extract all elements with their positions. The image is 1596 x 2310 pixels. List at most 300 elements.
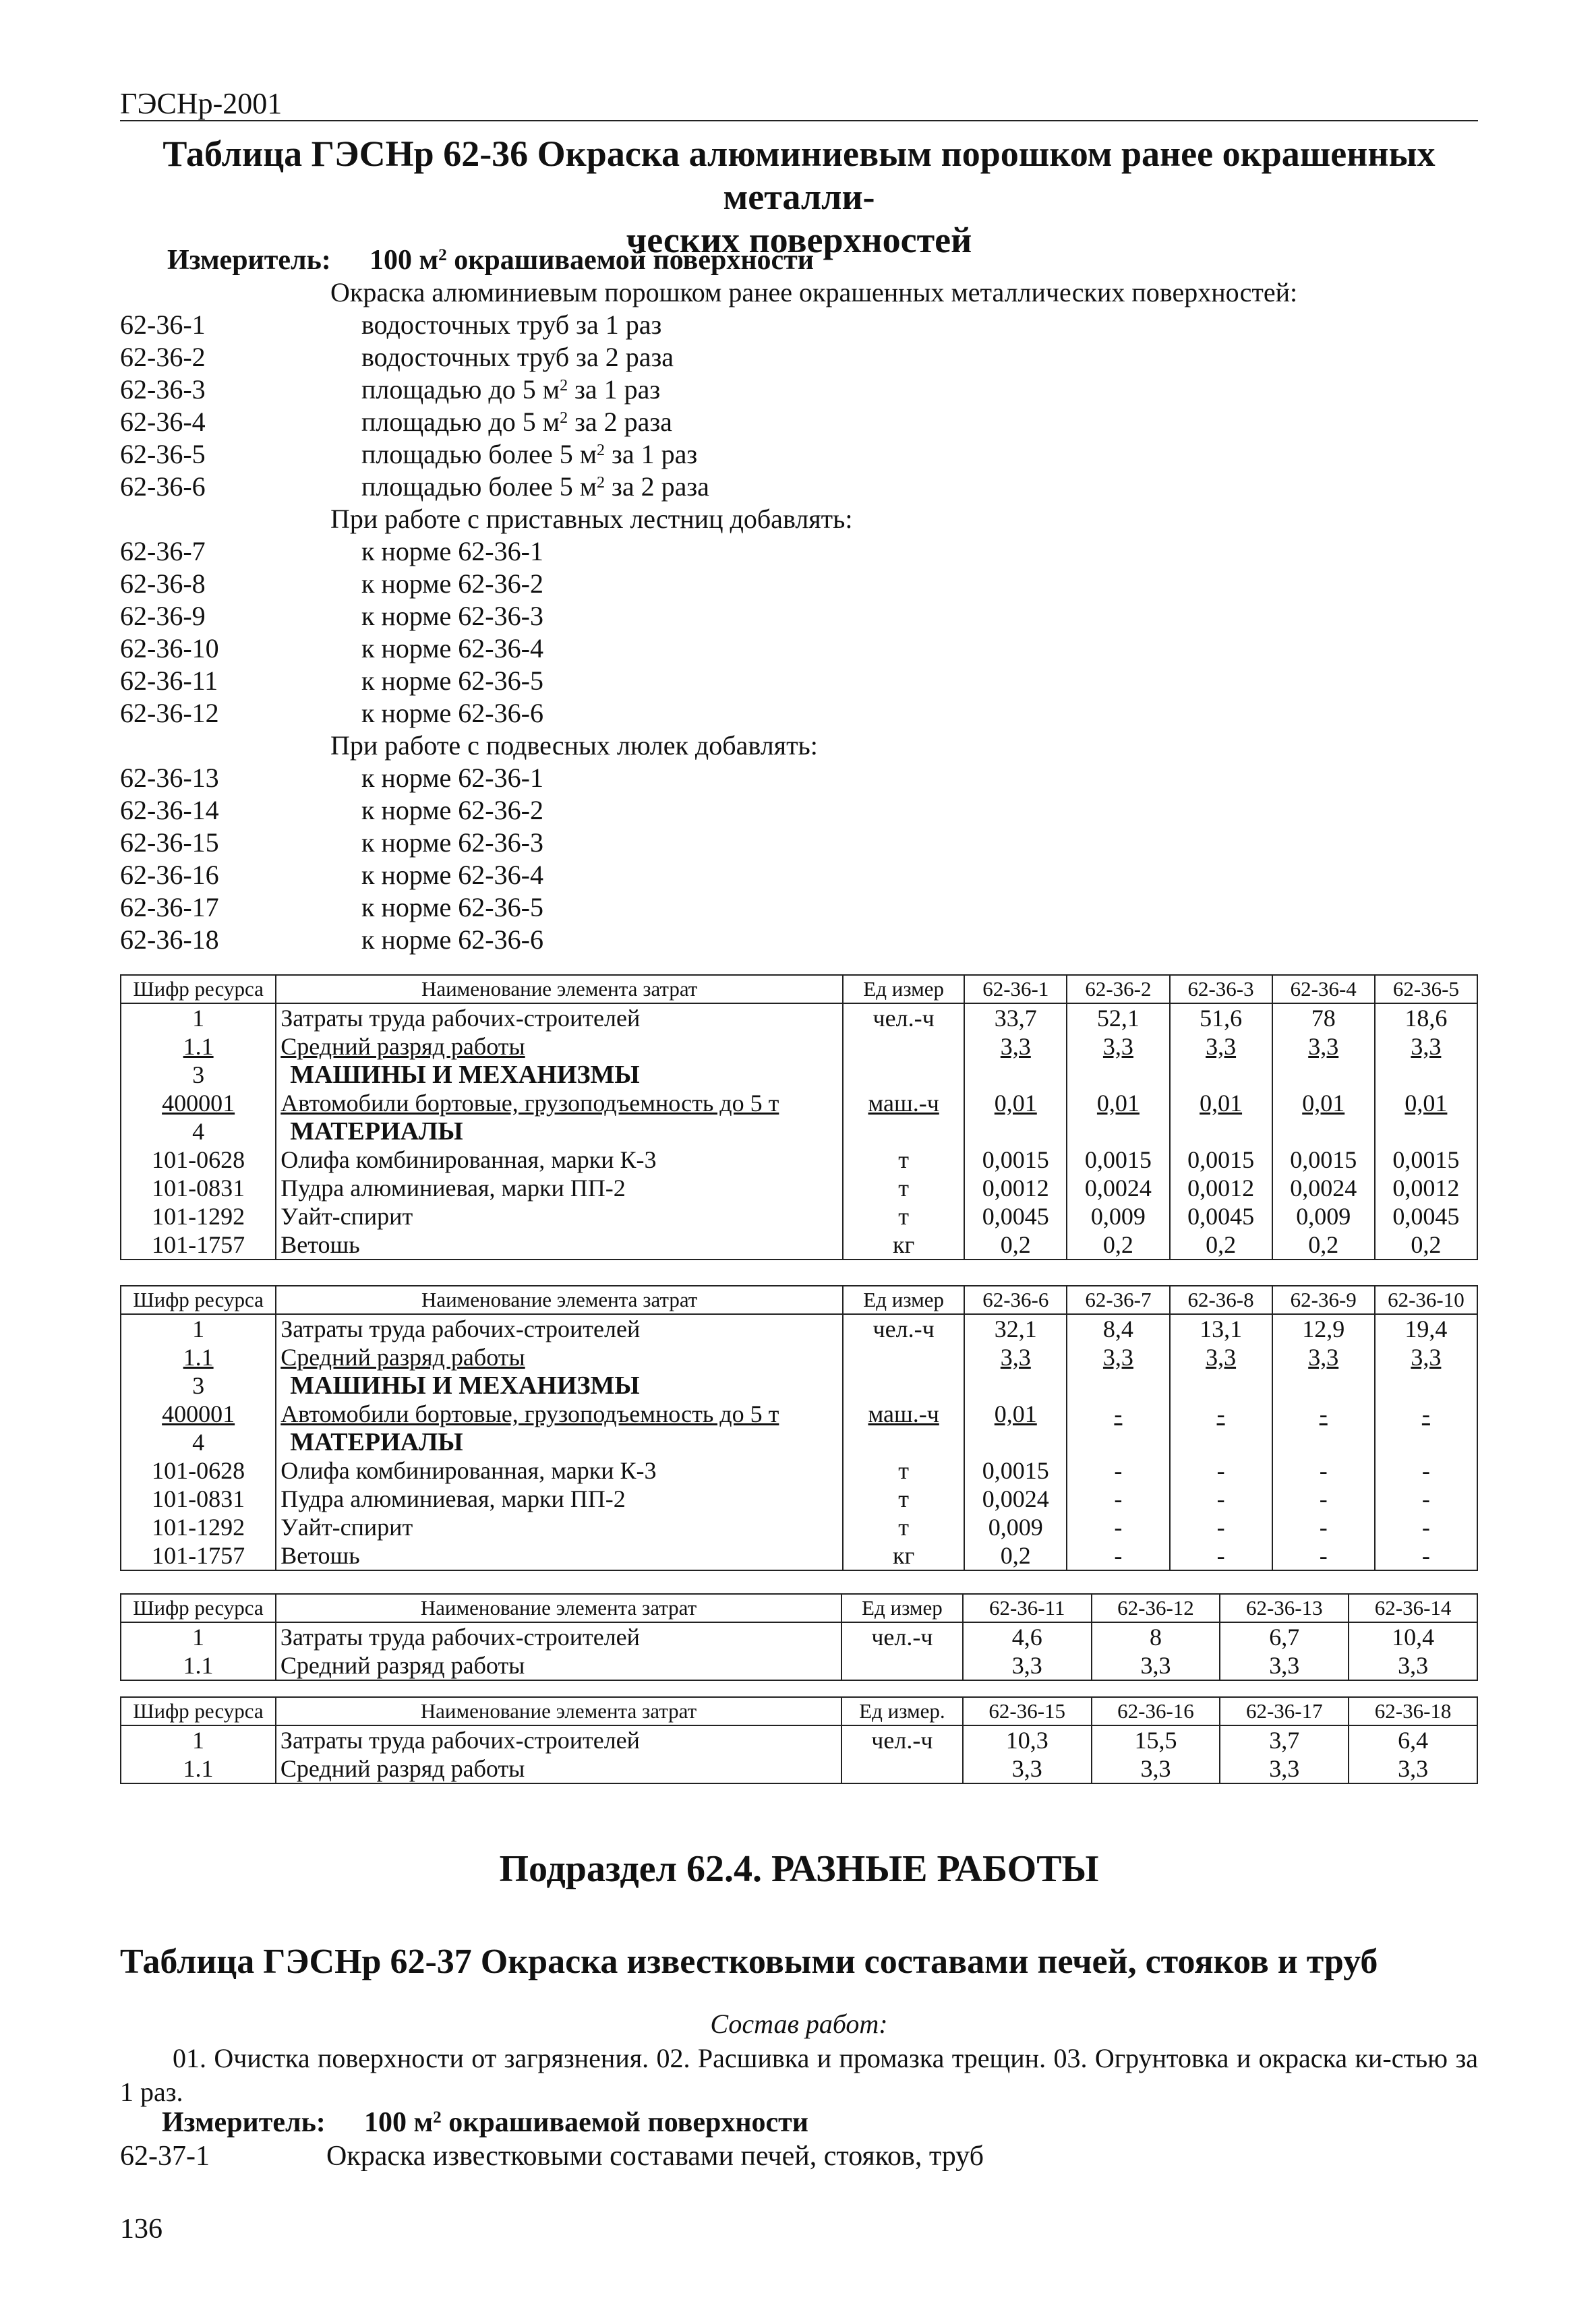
column-header: Ед измер. bbox=[841, 1697, 963, 1725]
resource-table-4 bbox=[120, 1696, 1478, 1784]
value-cell: 0,2 bbox=[1375, 1231, 1477, 1260]
resource-name-cell: Пудра алюминиевая, марки ПП-2 bbox=[276, 1174, 843, 1202]
value-cell bbox=[1272, 1117, 1375, 1146]
value-cell: 18,6 bbox=[1375, 1003, 1477, 1032]
resource-name-cell: Олифа комбинированная, марки К-3 bbox=[276, 1146, 843, 1174]
value-cell: 0,0024 bbox=[1272, 1174, 1375, 1202]
value-cell: 8 bbox=[1092, 1622, 1220, 1651]
unit-cell bbox=[841, 1754, 963, 1783]
norm-code: 62-36-17 bbox=[120, 892, 219, 922]
value-cell: 3,3 bbox=[1375, 1343, 1477, 1371]
column-header: 62-36-4 bbox=[1272, 975, 1375, 1003]
norm-row bbox=[120, 665, 1478, 697]
norm-row bbox=[120, 697, 1478, 730]
norm-row bbox=[120, 632, 1478, 665]
resource-code-cell: 101-1757 bbox=[121, 1541, 276, 1570]
norm-list bbox=[120, 276, 1478, 956]
table-row bbox=[121, 1428, 1477, 1456]
resource-name-cell: Средний разряд работы bbox=[276, 1754, 841, 1783]
unit-cell: кг bbox=[843, 1231, 964, 1260]
resource-name-cell: Олифа комбинированная, марки К-3 bbox=[276, 1456, 843, 1485]
norm-row bbox=[120, 600, 1478, 632]
table-row bbox=[121, 1371, 1477, 1400]
table-row bbox=[121, 1485, 1477, 1513]
value-cell: 3,3 bbox=[1092, 1651, 1220, 1680]
table-row bbox=[121, 1089, 1477, 1117]
norm-text: к норме 62-36-3 bbox=[361, 601, 543, 631]
value-cell: - bbox=[1272, 1400, 1375, 1428]
resource-name-cell: Ветошь bbox=[276, 1231, 843, 1260]
norm-row bbox=[120, 827, 1478, 859]
value-cell bbox=[1067, 1428, 1169, 1456]
table-title-line1: Таблица ГЭСНр 62-36 Окраска алюминиевым порошком ранее окрашенных металли- bbox=[162, 134, 1436, 217]
norm-group-header bbox=[120, 503, 1478, 535]
table-row bbox=[121, 1541, 1477, 1570]
table-row bbox=[121, 1456, 1477, 1485]
value-cell: 3,3 bbox=[1272, 1343, 1375, 1371]
norm-code: 62-36-12 bbox=[120, 698, 219, 728]
resource-name-cell: Автомобили бортовые, грузоподъемность до 5 т bbox=[276, 1089, 843, 1117]
value-cell: - bbox=[1170, 1513, 1272, 1541]
value-cell bbox=[964, 1428, 1067, 1456]
value-cell: 0,2 bbox=[1067, 1231, 1169, 1260]
value-cell: - bbox=[1272, 1513, 1375, 1541]
value-cell: 3,3 bbox=[1220, 1754, 1349, 1783]
table-row bbox=[121, 1754, 1477, 1783]
unit-cell bbox=[841, 1651, 963, 1680]
meter2-value: 100 $м^2$ окрашиваемой поверхности bbox=[364, 2107, 809, 2138]
meter2-line bbox=[162, 2106, 808, 2139]
value-cell: 3,7 bbox=[1220, 1725, 1349, 1754]
norm-code: 62-36-4 bbox=[120, 407, 206, 437]
resource-name-cell: Средний разряд работы bbox=[276, 1651, 841, 1680]
resource-code-cell: 101-0831 bbox=[121, 1485, 276, 1513]
value-cell: 0,2 bbox=[1170, 1231, 1272, 1260]
norm-row bbox=[120, 859, 1478, 891]
value-cell: 0,0015 bbox=[964, 1146, 1067, 1174]
unit-cell: чел.-ч bbox=[841, 1622, 963, 1651]
value-cell: 0,01 bbox=[1272, 1089, 1375, 1117]
norm-text: к норме 62-36-5 bbox=[361, 665, 543, 696]
norm-text: водосточных труб за 1 раз bbox=[361, 309, 662, 340]
resource-code-cell: 101-0628 bbox=[121, 1456, 276, 1485]
norm-code: 62-36-13 bbox=[120, 763, 219, 793]
column-header: 62-36-1 bbox=[964, 975, 1067, 1003]
value-cell: 0,009 bbox=[1067, 1202, 1169, 1231]
norm-code: 62-37-1 bbox=[120, 2141, 210, 2172]
table-row bbox=[121, 1400, 1477, 1428]
unit-cell bbox=[843, 1117, 964, 1146]
value-cell: 0,009 bbox=[964, 1513, 1067, 1541]
value-cell: - bbox=[1375, 1400, 1477, 1428]
norm-text: к норме 62-36-1 bbox=[361, 763, 543, 793]
value-cell bbox=[1170, 1061, 1272, 1089]
value-cell: 3,3 bbox=[1220, 1651, 1349, 1680]
column-header: 62-36-11 bbox=[963, 1594, 1092, 1622]
norm-row bbox=[120, 568, 1478, 600]
value-cell: 3,3 bbox=[1067, 1032, 1169, 1061]
value-cell: 0,0015 bbox=[1272, 1146, 1375, 1174]
value-cell: 0,0015 bbox=[1375, 1146, 1477, 1174]
norm-text: площадью более 5 $м^2$ за 1 раз bbox=[361, 439, 698, 469]
value-cell bbox=[1170, 1428, 1272, 1456]
norm-row bbox=[120, 471, 1478, 503]
value-cell: 0,2 bbox=[964, 1231, 1067, 1260]
value-cell: 3,3 bbox=[1375, 1032, 1477, 1061]
resource-code-cell: 3 bbox=[121, 1061, 276, 1089]
value-cell bbox=[1375, 1428, 1477, 1456]
resource-code-cell: 1.1 bbox=[121, 1754, 276, 1783]
value-cell: 0,2 bbox=[964, 1541, 1067, 1570]
column-header: Шифр ресурса bbox=[121, 1594, 276, 1622]
norm-text: При работе с приставных лестниц добавлять: bbox=[330, 504, 853, 534]
value-cell: 0,0012 bbox=[964, 1174, 1067, 1202]
value-cell bbox=[964, 1371, 1067, 1400]
norm-code: 62-36-14 bbox=[120, 795, 219, 825]
table-header-row bbox=[121, 1594, 1477, 1622]
unit-cell: кг bbox=[843, 1541, 964, 1570]
table-row bbox=[121, 1231, 1477, 1260]
unit-cell: т bbox=[843, 1456, 964, 1485]
value-cell: 8,4 bbox=[1067, 1314, 1169, 1343]
value-cell: 3,3 bbox=[1170, 1032, 1272, 1061]
norm-code: 62-36-3 bbox=[120, 374, 206, 405]
table-row bbox=[121, 1513, 1477, 1541]
value-cell: 0,01 bbox=[1067, 1089, 1169, 1117]
norm-text: к норме 62-36-4 bbox=[361, 633, 543, 663]
unit-cell: чел.-ч bbox=[841, 1725, 963, 1754]
column-header: 62-36-18 bbox=[1349, 1697, 1477, 1725]
table-header-row bbox=[121, 975, 1477, 1003]
table-row bbox=[121, 1117, 1477, 1146]
column-header: Шифр ресурса bbox=[121, 975, 276, 1003]
norm-code: 62-36-18 bbox=[120, 924, 219, 955]
value-cell bbox=[1272, 1428, 1375, 1456]
resource-table-2 bbox=[120, 1285, 1478, 1571]
value-cell: - bbox=[1272, 1456, 1375, 1485]
resource-code-cell: 4 bbox=[121, 1428, 276, 1456]
column-header: Ед измер bbox=[843, 975, 964, 1003]
value-cell: 10,3 bbox=[963, 1725, 1092, 1754]
value-cell bbox=[1272, 1371, 1375, 1400]
value-cell: 3,3 bbox=[964, 1343, 1067, 1371]
table-row bbox=[121, 1651, 1477, 1680]
value-cell: 0,01 bbox=[1170, 1089, 1272, 1117]
unit-cell: маш.-ч bbox=[843, 1089, 964, 1117]
value-cell: 33,7 bbox=[964, 1003, 1067, 1032]
norm-row bbox=[120, 535, 1478, 568]
meter-value: 100 $м^2$ окрашиваемой поверхности bbox=[370, 245, 815, 276]
value-cell: 0,0045 bbox=[1170, 1202, 1272, 1231]
norm-row bbox=[120, 341, 1478, 374]
norm-code: 62-36-1 bbox=[120, 309, 206, 340]
value-cell: - bbox=[1375, 1456, 1477, 1485]
resource-name-cell: Затраты труда рабочих-строителей bbox=[276, 1314, 843, 1343]
norm-text: к норме 62-36-4 bbox=[361, 860, 543, 890]
norm-text: Окраска алюминиевым порошком ранее окрашенных металлических поверхностей: bbox=[330, 277, 1298, 307]
norm-code: 62-36-7 bbox=[120, 536, 206, 566]
value-cell bbox=[1375, 1371, 1477, 1400]
value-cell bbox=[1375, 1117, 1477, 1146]
column-header: 62-36-17 bbox=[1220, 1697, 1349, 1725]
table-title bbox=[120, 132, 1478, 262]
value-cell bbox=[964, 1117, 1067, 1146]
norm-text: площадью более 5 $м^2$ за 2 раза bbox=[361, 471, 709, 502]
table-row bbox=[121, 1343, 1477, 1371]
meter2-label: Измеритель: bbox=[162, 2107, 326, 2138]
resource-code-cell: 101-0831 bbox=[121, 1174, 276, 1202]
value-cell: 3,3 bbox=[963, 1651, 1092, 1680]
resource-code-cell: 1.1 bbox=[121, 1032, 276, 1061]
table-row bbox=[121, 1174, 1477, 1202]
value-cell: 51,6 bbox=[1170, 1003, 1272, 1032]
column-header: 62-36-7 bbox=[1067, 1286, 1169, 1314]
resource-name-cell: МАТЕРИАЛЫ bbox=[276, 1117, 843, 1146]
resource-name-cell: МАШИНЫ И МЕХАНИЗМЫ bbox=[276, 1061, 843, 1089]
value-cell: 3,3 bbox=[1170, 1343, 1272, 1371]
norm-code: 62-36-6 bbox=[120, 471, 206, 502]
table2-title: Таблица ГЭСНр 62-37 Окраска известковыми составами печей, стояков и труб bbox=[120, 1943, 1378, 1981]
column-header: Ед измер bbox=[841, 1594, 963, 1622]
unit-cell bbox=[843, 1371, 964, 1400]
work-composition-label: Состав работ: bbox=[710, 2009, 888, 2039]
value-cell: - bbox=[1067, 1400, 1169, 1428]
resource-code-cell: 1 bbox=[121, 1003, 276, 1032]
table-row bbox=[121, 1202, 1477, 1231]
value-cell: - bbox=[1067, 1513, 1169, 1541]
resource-code-cell: 400001 bbox=[121, 1400, 276, 1428]
norm-text: площадью до 5 $м^2$ за 1 раз bbox=[361, 374, 661, 405]
subsection-title: Подраздел 62.4. РАЗНЫЕ РАБОТЫ bbox=[499, 1848, 1099, 1890]
resource-code-cell: 101-1292 bbox=[121, 1513, 276, 1541]
column-header: Наименование элемента затрат bbox=[276, 1286, 843, 1314]
unit-cell: т bbox=[843, 1146, 964, 1174]
value-cell: 78 bbox=[1272, 1003, 1375, 1032]
unit-cell bbox=[843, 1061, 964, 1089]
value-cell: 0,0024 bbox=[964, 1485, 1067, 1513]
column-header: 62-36-6 bbox=[964, 1286, 1067, 1314]
norm-code: 62-36-16 bbox=[120, 860, 219, 890]
unit-cell bbox=[843, 1032, 964, 1061]
table-row bbox=[121, 1032, 1477, 1061]
resource-code-cell: 4 bbox=[121, 1117, 276, 1146]
norm-text: к норме 62-36-6 bbox=[361, 698, 543, 728]
value-cell: 0,2 bbox=[1272, 1231, 1375, 1260]
column-header: 62-36-8 bbox=[1170, 1286, 1272, 1314]
resource-code-cell: 400001 bbox=[121, 1089, 276, 1117]
page-number: 136 bbox=[120, 2214, 162, 2245]
column-header: Шифр ресурса bbox=[121, 1697, 276, 1725]
norm-text: Окраска известковыми составами печей, стояков, труб bbox=[326, 2141, 984, 2172]
value-cell bbox=[1067, 1371, 1169, 1400]
norm-text: к норме 62-36-5 bbox=[361, 892, 543, 922]
norm-row bbox=[120, 762, 1478, 794]
value-cell: 0,01 bbox=[964, 1089, 1067, 1117]
value-cell: - bbox=[1272, 1541, 1375, 1570]
norm-code: 62-36-8 bbox=[120, 568, 206, 599]
unit-cell: чел.-ч bbox=[843, 1314, 964, 1343]
norm-text: к норме 62-36-6 bbox=[361, 924, 543, 955]
value-cell: 3,3 bbox=[1092, 1754, 1220, 1783]
column-header: 62-36-14 bbox=[1349, 1594, 1477, 1622]
column-header: 62-36-5 bbox=[1375, 975, 1477, 1003]
value-cell: 0,009 bbox=[1272, 1202, 1375, 1231]
column-header: Шифр ресурса bbox=[121, 1286, 276, 1314]
resource-code-cell: 1 bbox=[121, 1622, 276, 1651]
resource-name-cell: Автомобили бортовые, грузоподъемность до 5 т bbox=[276, 1400, 843, 1428]
value-cell: 0,01 bbox=[964, 1400, 1067, 1428]
unit-cell: т bbox=[843, 1485, 964, 1513]
column-header: Наименование элемента затрат bbox=[276, 975, 843, 1003]
norm-code: 62-36-10 bbox=[120, 633, 219, 663]
value-cell: 3,3 bbox=[1349, 1651, 1477, 1680]
resource-name-cell: Средний разряд работы bbox=[276, 1032, 843, 1061]
table-row bbox=[121, 1003, 1477, 1032]
value-cell: 0,0012 bbox=[1375, 1174, 1477, 1202]
value-cell: 0,0015 bbox=[1170, 1146, 1272, 1174]
table-title-line2: ческих поверхностей bbox=[626, 220, 972, 260]
column-header: 62-36-16 bbox=[1092, 1697, 1220, 1725]
norm-code: 62-36-2 bbox=[120, 342, 206, 372]
column-header: 62-36-10 bbox=[1375, 1286, 1477, 1314]
resource-code-cell: 1.1 bbox=[121, 1343, 276, 1371]
value-cell bbox=[964, 1061, 1067, 1089]
meter-line bbox=[167, 244, 814, 276]
value-cell: 32,1 bbox=[964, 1314, 1067, 1343]
table-header-row bbox=[121, 1697, 1477, 1725]
column-header: 62-36-15 bbox=[963, 1697, 1092, 1725]
value-cell bbox=[1170, 1371, 1272, 1400]
norm-group-header bbox=[120, 276, 1478, 309]
column-header: 62-36-9 bbox=[1272, 1286, 1375, 1314]
table-row bbox=[121, 1061, 1477, 1089]
meter-label: Измеритель: bbox=[167, 245, 331, 276]
norm-text: к норме 62-36-3 bbox=[361, 827, 543, 858]
norm-text: к норме 62-36-1 bbox=[361, 536, 543, 566]
value-cell: - bbox=[1375, 1485, 1477, 1513]
resource-name-cell: Уайт-спирит bbox=[276, 1202, 843, 1231]
resource-name-cell: Затраты труда рабочих-строителей bbox=[276, 1622, 841, 1651]
value-cell: - bbox=[1272, 1485, 1375, 1513]
value-cell: 0,01 bbox=[1375, 1089, 1477, 1117]
resource-name-cell: Затраты труда рабочих-строителей bbox=[276, 1003, 843, 1032]
value-cell: 3,3 bbox=[1067, 1343, 1169, 1371]
resource-code-cell: 3 bbox=[121, 1371, 276, 1400]
resource-code-cell: 1.1 bbox=[121, 1651, 276, 1680]
resource-name-cell: Ветошь bbox=[276, 1541, 843, 1570]
value-cell: 15,5 bbox=[1092, 1725, 1220, 1754]
norm-code: 62-36-5 bbox=[120, 439, 206, 469]
unit-cell: чел.-ч bbox=[843, 1003, 964, 1032]
value-cell bbox=[1170, 1117, 1272, 1146]
unit-cell: т bbox=[843, 1513, 964, 1541]
norm-row bbox=[120, 374, 1478, 406]
table-row bbox=[121, 1622, 1477, 1651]
unit-cell bbox=[843, 1428, 964, 1456]
value-cell: 6,4 bbox=[1349, 1725, 1477, 1754]
value-cell: 0,0045 bbox=[1375, 1202, 1477, 1231]
value-cell: 6,7 bbox=[1220, 1622, 1349, 1651]
norm-group-header bbox=[120, 730, 1478, 762]
resource-code-cell: 1 bbox=[121, 1314, 276, 1343]
norm-row bbox=[120, 924, 1478, 956]
norm-text: площадью до 5 $м^2$ за 2 раза bbox=[361, 407, 672, 437]
value-cell: - bbox=[1067, 1541, 1169, 1570]
value-cell: 52,1 bbox=[1067, 1003, 1169, 1032]
table-row bbox=[121, 1314, 1477, 1343]
column-header: 62-36-2 bbox=[1067, 975, 1169, 1003]
resource-name-cell: МАТЕРИАЛЫ bbox=[276, 1428, 843, 1456]
table-row bbox=[121, 1725, 1477, 1754]
value-cell: 3,3 bbox=[964, 1032, 1067, 1061]
column-header: Наименование элемента затрат bbox=[276, 1594, 841, 1622]
resource-code-cell: 101-1292 bbox=[121, 1202, 276, 1231]
norm-code: 62-36-15 bbox=[120, 827, 219, 858]
value-cell: 10,4 bbox=[1349, 1622, 1477, 1651]
value-cell: - bbox=[1170, 1541, 1272, 1570]
column-header: Наименование элемента затрат bbox=[276, 1697, 841, 1725]
column-header: Ед измер bbox=[843, 1286, 964, 1314]
resource-name-cell: Затраты труда рабочих-строителей bbox=[276, 1725, 841, 1754]
value-cell: 3,3 bbox=[963, 1754, 1092, 1783]
unit-cell bbox=[843, 1343, 964, 1371]
value-cell: 3,3 bbox=[1349, 1754, 1477, 1783]
value-cell: 3,3 bbox=[1272, 1032, 1375, 1061]
column-header: 62-36-13 bbox=[1220, 1594, 1349, 1622]
value-cell bbox=[1272, 1061, 1375, 1089]
unit-cell: т bbox=[843, 1174, 964, 1202]
norm-row bbox=[120, 891, 1478, 924]
norm-row bbox=[120, 406, 1478, 438]
resource-name-cell: МАШИНЫ И МЕХАНИЗМЫ bbox=[276, 1371, 843, 1400]
unit-cell: т bbox=[843, 1202, 964, 1231]
value-cell: - bbox=[1170, 1485, 1272, 1513]
value-cell: 19,4 bbox=[1375, 1314, 1477, 1343]
value-cell bbox=[1375, 1061, 1477, 1089]
norm-text: При работе с подвесных люлек добавлять: bbox=[330, 730, 818, 761]
norm-row bbox=[120, 438, 1478, 471]
running-header: ГЭСНр-2001 bbox=[120, 87, 283, 120]
norm-text: к норме 62-36-2 bbox=[361, 795, 543, 825]
value-cell bbox=[1067, 1061, 1169, 1089]
resource-table-3 bbox=[120, 1593, 1478, 1681]
value-cell: 0,0015 bbox=[964, 1456, 1067, 1485]
table-row bbox=[121, 1146, 1477, 1174]
resource-code-cell: 1 bbox=[121, 1725, 276, 1754]
value-cell: 4,6 bbox=[963, 1622, 1092, 1651]
value-cell: 0,0012 bbox=[1170, 1174, 1272, 1202]
norm-row bbox=[120, 794, 1478, 827]
value-cell: - bbox=[1170, 1456, 1272, 1485]
resource-name-cell: Уайт-спирит bbox=[276, 1513, 843, 1541]
value-cell bbox=[1067, 1117, 1169, 1146]
value-cell: 0,0024 bbox=[1067, 1174, 1169, 1202]
value-cell: - bbox=[1067, 1456, 1169, 1485]
unit-cell: маш.-ч bbox=[843, 1400, 964, 1428]
value-cell: 0,0015 bbox=[1067, 1146, 1169, 1174]
column-header: 62-36-3 bbox=[1170, 975, 1272, 1003]
resource-table-1 bbox=[120, 974, 1478, 1260]
value-cell: - bbox=[1375, 1513, 1477, 1541]
value-cell: 12,9 bbox=[1272, 1314, 1375, 1343]
norm-code: 62-36-9 bbox=[120, 601, 206, 631]
column-header: 62-36-12 bbox=[1092, 1594, 1220, 1622]
resource-name-cell: Пудра алюминиевая, марки ПП-2 bbox=[276, 1485, 843, 1513]
norm-code: 62-36-11 bbox=[120, 665, 218, 696]
resource-name-cell: Средний разряд работы bbox=[276, 1343, 843, 1371]
norm-text: к норме 62-36-2 bbox=[361, 568, 543, 599]
value-cell: 13,1 bbox=[1170, 1314, 1272, 1343]
